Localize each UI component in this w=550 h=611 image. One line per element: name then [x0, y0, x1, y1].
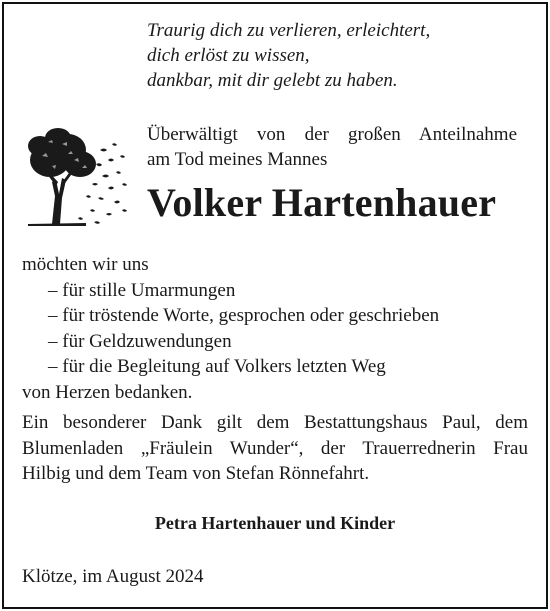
special-thanks-line: Blumenladen „Fräulein Wunder“, der Trauerrednerin Frau — [22, 437, 528, 459]
poem-line: dich erlöst zu wissen, — [147, 45, 310, 66]
special-thanks-paragraph — [22, 410, 528, 487]
special-thanks-line: Hilbig und dem Team von Stefan Rönnefahrt. — [22, 463, 370, 484]
intro-line: am Tod meines Mannes — [147, 149, 328, 170]
thanks-outro: von Herzen bedanken. — [22, 381, 193, 403]
signature: Petra Hartenhauer und Kinder — [154, 513, 396, 533]
thanks-item: – für Geldzuwendungen — [48, 330, 232, 352]
place-date: Klötze, im August 2024 — [22, 566, 204, 587]
poem — [147, 18, 430, 93]
poem-line: Traurig dich zu verlieren, erleichtert, — [147, 20, 431, 41]
intro-text — [147, 122, 517, 172]
thanks-item: – für die Begleitung auf Volkers letzten Weg — [48, 356, 386, 377]
thanks-item: – für tröstende Worte, gesprochen oder geschrieben — [48, 305, 440, 326]
special-thanks-line: Ein besonderer Dank gilt dem Bestattungshaus Paul, dem — [22, 412, 528, 433]
thanks-list — [22, 252, 528, 405]
tree-with-falling-leaves-icon — [22, 120, 132, 230]
deceased-name: Volker Hartenhauer — [147, 180, 497, 225]
thanks-item: – für stille Umarmungen — [48, 279, 236, 301]
intro-line: Überwältigt von der großen Anteilnahme — [147, 124, 517, 145]
poem-line: dankbar, mit dir gelebt zu haben. — [147, 70, 398, 91]
thanks-intro: möchten wir uns — [22, 254, 149, 275]
